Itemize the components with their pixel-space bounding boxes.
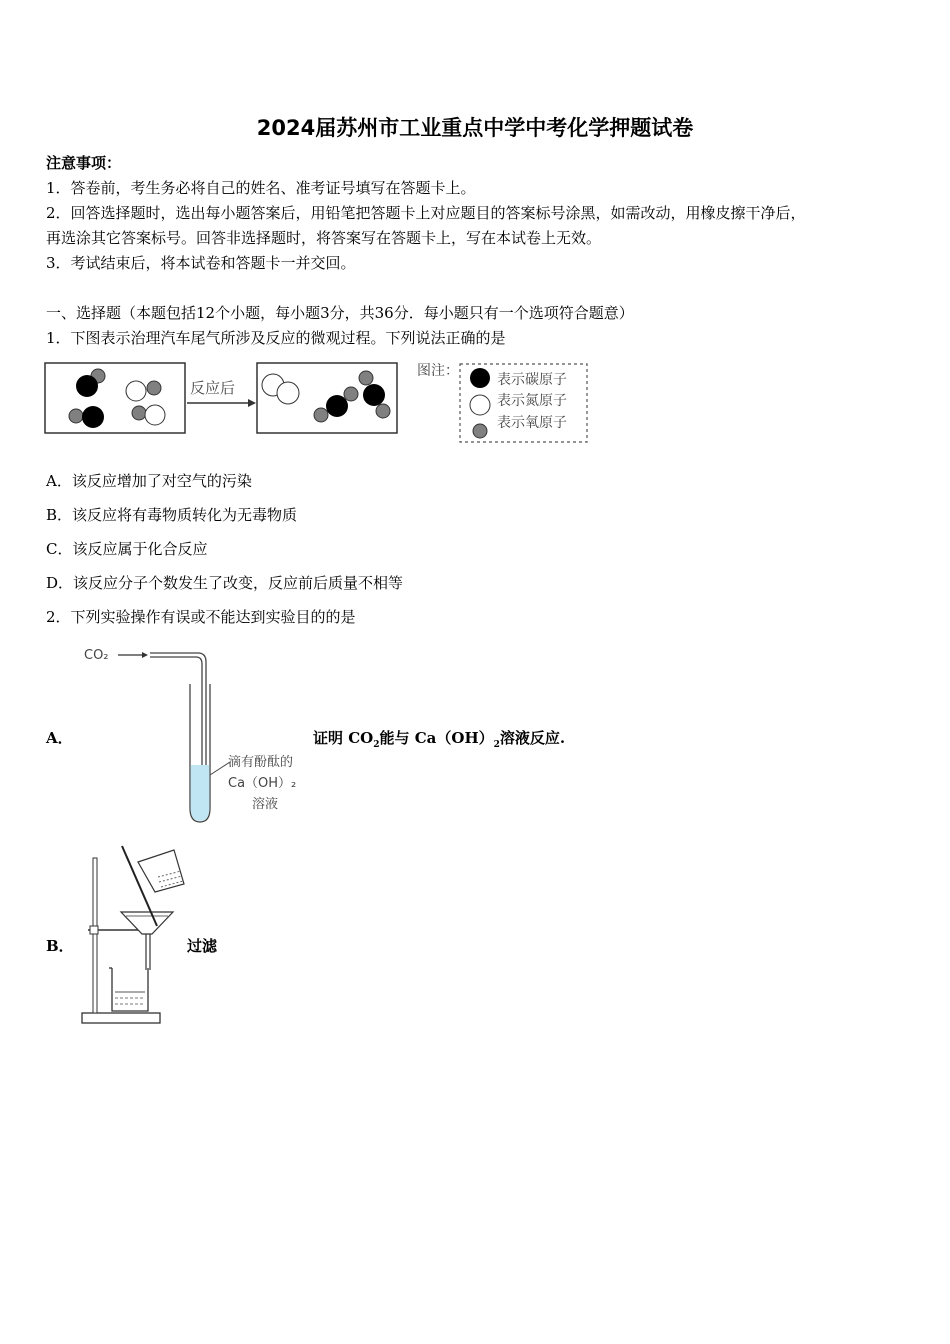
q2-option-b-text: 过滤: [187, 937, 218, 955]
page-title: 2024届苏州市工业重点中学中考化学押题试卷: [256, 116, 694, 140]
carbon-atom: [326, 395, 348, 417]
nitrogen-atom: [126, 381, 146, 401]
question-1-stem: 1．下图表示治理汽车尾气所涉及反应的微观过程。下列说法正确的是: [46, 329, 506, 347]
section-heading: 一、选择题（本题包括12个小题，每小题3分，共36分．每小题只有一个选项符合题意）: [46, 304, 634, 322]
filtration-figure: [78, 842, 190, 1027]
notice-item-1: 1．答卷前，考生务必将自己的姓名、准考证号填写在答题卡上。: [46, 179, 476, 197]
carbon-atom: [363, 384, 385, 406]
legend-carbon-label: 表示碳原子: [497, 372, 567, 388]
gas-arrow-head: [142, 652, 148, 658]
q2-option-a-text: 证明 $CO_2$能与 $Ca(OH)_2$溶液反应.: [313, 729, 566, 750]
legend-oxygen-label: 表示氧原子: [497, 415, 567, 431]
clamp: [90, 926, 98, 934]
legend-oxygen-icon: [473, 424, 487, 438]
question-2-stem: 2．下列实验操作有误或不能达到实验目的的是: [46, 608, 356, 626]
oxygen-atom: [344, 387, 358, 401]
stand-rod: [93, 858, 97, 1013]
solution-fill: [191, 765, 210, 821]
solution-label-3: 溶液: [252, 797, 279, 812]
oxygen-atom: [359, 371, 373, 385]
q2-option-a-label: A．: [46, 729, 73, 747]
stand-base: [82, 1013, 160, 1023]
oxygen-atom: [314, 408, 328, 422]
arrow-label: 反应后: [190, 379, 236, 397]
legend-title: 图注：: [417, 363, 459, 379]
q2-option-b-label: B．: [46, 937, 74, 955]
before-box: [45, 363, 185, 433]
notice-item-3: 3．考试结束后，将本试卷和答题卡一并交回。: [46, 254, 356, 272]
filtrate: [115, 992, 145, 1004]
carbon-atom: [76, 375, 98, 397]
q1-option-b: B．该反应将有毒物质转化为无毒物质: [46, 506, 298, 524]
legend-nitrogen-label: 表示氮原子: [497, 393, 567, 409]
notice-item-2-line1: 2．回答选择题时，选出每小题答案后，用铅笔把答题卡上对应题目的答案标号涂黑，如需改动，用橡皮擦干净后，: [46, 204, 806, 222]
nitrogen-atom: [277, 382, 299, 404]
notice-heading: 注意事项：: [46, 154, 122, 172]
reaction-diagram: [40, 355, 600, 450]
co2-test-tube-figure: [80, 640, 315, 830]
solution-label-1: 滴有酚酞的: [228, 755, 294, 770]
nitrogen-atom: [145, 405, 165, 425]
pouring-beaker: [138, 850, 184, 892]
q1-option-c: C．该反应属于化合反应: [46, 540, 208, 558]
carbon-atom: [82, 406, 104, 428]
oxygen-atom: [376, 404, 390, 418]
oxygen-atom: [69, 409, 83, 423]
q1-option-a: A．该反应增加了对空气的污染: [46, 472, 252, 490]
legend-nitrogen-icon: [470, 395, 490, 415]
pointer-line: [210, 762, 230, 775]
arrow-head: [248, 399, 256, 407]
oxygen-atom: [132, 406, 146, 420]
solution-label-2: Ca（OH）₂: [228, 776, 297, 791]
legend-carbon-icon: [470, 368, 490, 388]
oxygen-atom: [147, 381, 161, 395]
gas-label: CO₂: [84, 648, 109, 663]
q1-option-d: D．该反应分子个数发生了改变，反应前后质量不相等: [46, 574, 404, 592]
receiving-beaker: [112, 968, 148, 1011]
notice-item-2-line2: 再选涂其它答案标号。回答非选择题时，将答案写在答题卡上，写在本试卷上无效。: [46, 229, 602, 247]
